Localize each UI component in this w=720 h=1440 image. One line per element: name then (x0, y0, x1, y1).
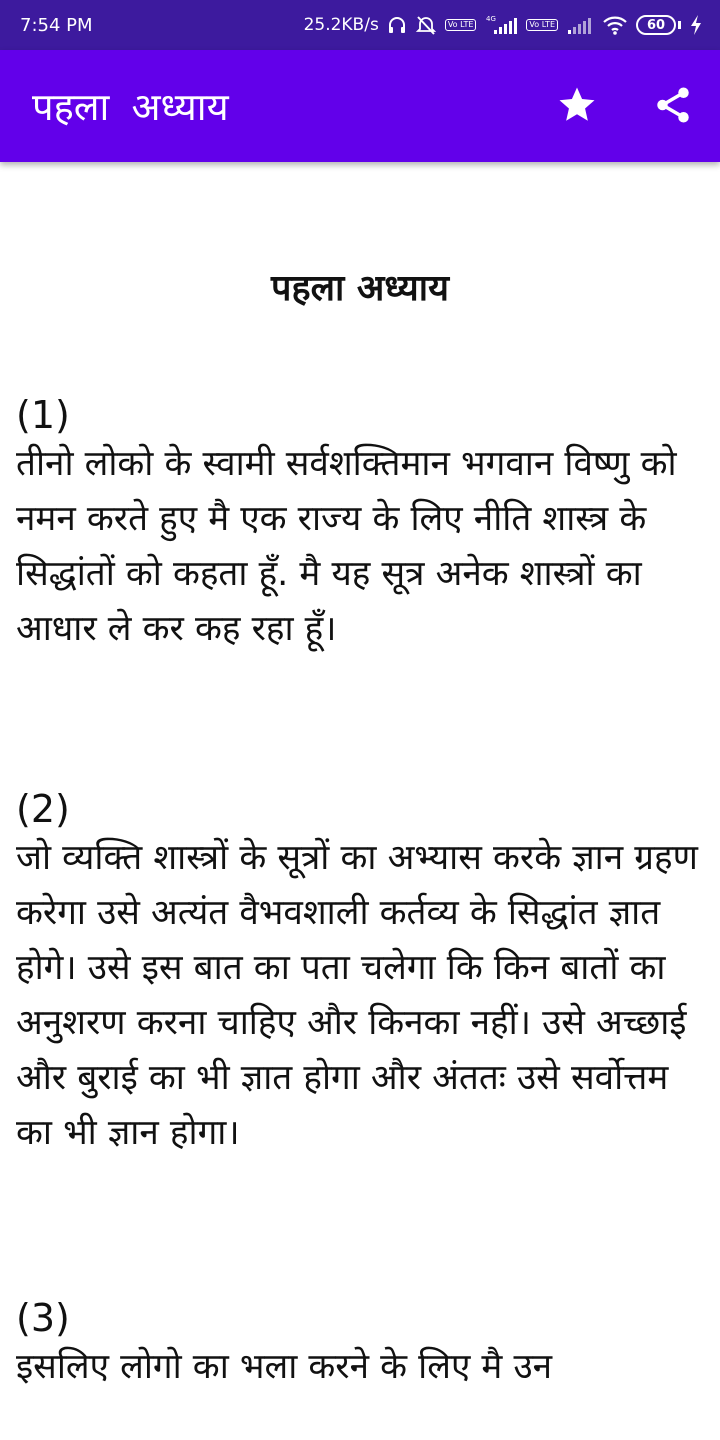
status-icons (304, 14, 702, 36)
verse-item (0, 393, 720, 657)
headphones-icon (387, 15, 407, 35)
sim2-signal-icon (566, 14, 594, 36)
verse-item (0, 1296, 720, 1395)
chapter-heading: पहला अध्याय (271, 268, 449, 309)
star-icon (556, 84, 598, 126)
verse-item (0, 787, 720, 1161)
verse-number: (2) (16, 787, 70, 831)
share-button[interactable] (648, 80, 698, 130)
app-bar-title: पहला अध्याय (32, 85, 229, 129)
status-time: 7:54 PM (20, 14, 93, 36)
svg-text:4G: 4G (486, 15, 497, 23)
verse-text: तीनो लोको के स्वामी सर्वशक्तिमान भगवान विष्णु को नमन करते हुए मै एक राज्य के लिए नीति शास्त्र के सिद्धांतों को कहता हूँ. मै यह सूत्र अनेक शास्त्रों का आधार ले कर कह रहा हूँ। (16, 444, 677, 649)
app-bar (0, 50, 720, 162)
status-bar (0, 0, 720, 50)
wifi-icon (602, 14, 628, 36)
verse-number: (3) (16, 1296, 70, 1340)
charging-icon (690, 15, 702, 35)
sim2-volte-badge: Vo LTE (526, 19, 558, 31)
chapter-content[interactable] (0, 162, 720, 1440)
sim1-signal-icon (484, 14, 518, 36)
verse-text: जो व्यक्ति शास्त्रों के सूत्रों का अभ्यास करके ज्ञान ग्रहण करेगा उसे अत्यंत वैभवशाली कर्तव्य के सिद्धांत ज्ञात होगे। उसे इस बात का पता चलेगा कि किन बातों का अनुशरण करना चाहिए और किनका नहीं। उसे अच्छाई और बुराई का भी ज्ञात होगा और अंततः उसे सर्वोत्तम का भी ज्ञान होगा। (16, 838, 698, 1153)
battery-level: 60 (636, 15, 676, 35)
sim1-volte-badge: Vo LTE (445, 19, 477, 31)
alarm-off-icon (415, 14, 437, 36)
favorite-button[interactable] (552, 80, 602, 130)
verse-text: इसलिए लोगो का भला करने के लिए मै उन (16, 1347, 553, 1387)
share-icon (652, 84, 694, 126)
verse-number: (1) (16, 393, 70, 437)
network-speed: 25.2KB/s (303, 15, 379, 35)
battery-icon (636, 15, 682, 35)
